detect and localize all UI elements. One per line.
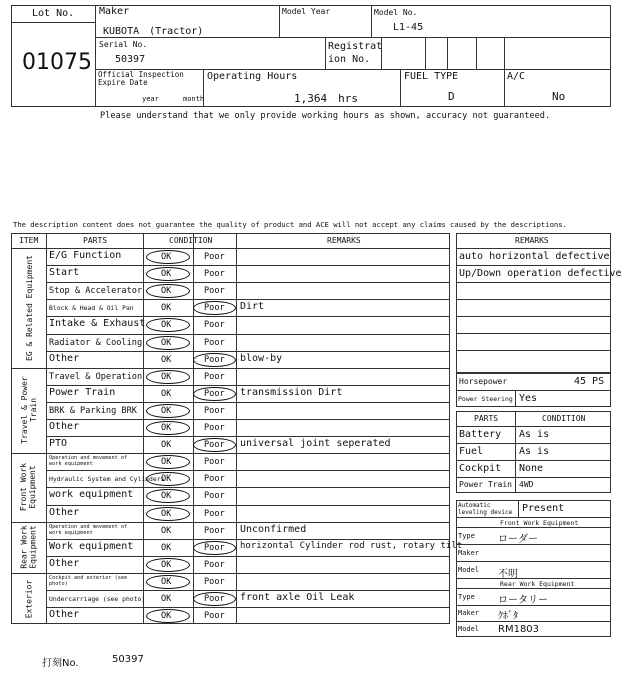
part-name: Radiator & Cooling — [49, 337, 143, 348]
front-work-header: Front Work Equipment — [500, 519, 579, 527]
part-name: Travel & Operation — [49, 371, 143, 382]
serial-value: 50397 — [115, 54, 146, 65]
model-no-value: L1-45 — [393, 22, 424, 33]
part-name: Block & Head & Oil Pan — [49, 304, 134, 313]
poor-label: Poor — [204, 594, 225, 604]
ok-circle-mark — [146, 558, 190, 572]
rear-model-label: Model — [458, 625, 480, 633]
ok-label: OK — [161, 252, 172, 262]
battery-label: Battery — [459, 429, 502, 440]
ok-label: OK — [161, 269, 172, 280]
rear-model-value: RM1803 — [498, 624, 540, 635]
ok-label: OK — [161, 559, 172, 570]
front-maker-label: Maker — [458, 549, 480, 557]
cockpit-label: Cockpit — [459, 463, 502, 474]
header-parts: PARTS — [83, 236, 108, 245]
poor-label: Poor — [204, 457, 225, 468]
part-name: Work equipment — [49, 540, 134, 552]
part-name: Start — [49, 267, 80, 279]
ok-circle-mark — [146, 336, 190, 350]
battery-value: As is — [519, 429, 550, 440]
part-name: Other — [49, 557, 80, 569]
poor-label: Poor — [204, 559, 225, 570]
ok-label: OK — [161, 405, 172, 416]
ok-circle-mark — [146, 575, 190, 589]
ok-circle-mark — [146, 267, 190, 281]
part-name: Operation and movement of work equipment — [49, 455, 128, 468]
row-remark: Dirt — [240, 301, 265, 313]
ok-label: OK — [161, 457, 172, 468]
part-name: Hydraulic System and Cylinders — [49, 475, 165, 484]
poor-label: Poor — [204, 611, 225, 622]
group-label: Exterior — [23, 579, 33, 618]
header-condition: CONDITION — [169, 236, 213, 245]
poor-label: Poor — [204, 440, 225, 451]
ac-label: A/C — [507, 71, 526, 82]
ok-label: OK — [161, 388, 172, 399]
poor-circle-mark — [193, 438, 236, 452]
ok-label: OK — [161, 354, 172, 365]
ok-label: OK — [161, 508, 172, 519]
hours-note: Please understand that we only provide working hours as shown, accuracy not guaranteed. — [100, 111, 551, 121]
fuel-part-value: As is — [519, 446, 550, 457]
ok-label: OK — [161, 286, 172, 297]
ok-label: OK — [161, 320, 172, 331]
hours-label: Operating Hours — [207, 71, 298, 82]
poor-label: Poor — [204, 525, 225, 536]
poor-label: Poor — [204, 423, 225, 433]
part-name: BRK & Parking BRK — [49, 405, 137, 416]
rear-maker-value: ｸﾎﾞﾀ — [498, 611, 518, 622]
ok-label: OK — [161, 303, 172, 314]
front-model-value: 不明 — [498, 569, 518, 580]
header-remarks: REMARKS — [327, 236, 361, 245]
poor-label: Poor — [204, 508, 225, 519]
poor-label: Poor — [204, 286, 225, 297]
maker-label: Maker — [99, 6, 130, 17]
horsepower-value: 45 PS — [574, 376, 605, 387]
fuel-part-label: Fuel — [459, 446, 484, 457]
registration-label: Registrat ion No. — [328, 41, 383, 65]
disclaimer: The description content does not guarantee the quality of product and ACE will not accept any claims caused by the descriptions. — [13, 220, 567, 229]
power-steering-label: Power Steering — [458, 395, 513, 403]
lot-label: Lot No. — [32, 8, 75, 19]
ok-label: OK — [161, 576, 172, 587]
row-remark: Unconfirmed — [240, 523, 307, 535]
poor-label: Poor — [204, 405, 225, 416]
part-name: Power Train — [49, 386, 116, 398]
ok-label: OK — [161, 337, 172, 348]
poor-label: Poor — [204, 252, 225, 262]
condition-header: CONDITION — [542, 414, 586, 423]
poor-label: Poor — [204, 269, 225, 280]
lot-number: 01075 — [22, 50, 92, 75]
month-label: month — [183, 95, 205, 103]
poor-label: Poor — [204, 337, 225, 348]
front-type-label: Type — [458, 532, 475, 540]
row-remark: horizontal Cylinder rod rust, rotary tilt — [240, 540, 463, 551]
serial-label: Serial No. — [99, 40, 148, 49]
part-name: Other — [49, 421, 80, 432]
part-name: Undercarriage (see photo) — [49, 595, 146, 603]
poor-label: Poor — [204, 303, 225, 314]
year-label: year — [142, 95, 159, 103]
fuel-value: D — [448, 90, 455, 103]
poor-label: Poor — [204, 474, 225, 485]
part-name: Intake & Exhaust — [49, 318, 146, 330]
stamp-label: 打刻No. — [42, 658, 79, 669]
group-label: Front Work Equipment — [19, 463, 38, 512]
poor-label: Poor — [204, 320, 225, 331]
part-name: Operation and movement of work equipment — [49, 523, 128, 536]
poor-label: Poor — [204, 371, 225, 382]
rear-type-value: ロータリー — [498, 595, 548, 606]
group-label: Rear Work Equipment — [19, 525, 38, 569]
part-name: Cockpit and exterior (see photo) — [49, 574, 128, 587]
inspection-label: Official Inspection Expire Date — [98, 70, 184, 87]
poor-label: Poor — [204, 354, 225, 365]
ok-label: OK — [161, 371, 172, 382]
ok-label: OK — [161, 423, 172, 433]
auto-leveling-label: Automatic leveling device — [458, 502, 513, 516]
part-name: Other — [49, 352, 80, 364]
poor-label: Poor — [204, 491, 225, 502]
ok-label: OK — [161, 594, 172, 604]
part-name: Other — [49, 506, 80, 518]
horsepower-label: Horsepower — [459, 377, 508, 386]
ok-label: OK — [161, 474, 172, 485]
poor-circle-mark — [193, 541, 236, 555]
auto-leveling-value: Present — [522, 503, 565, 514]
parts-header: PARTS — [474, 414, 499, 423]
ok-label: OK — [161, 491, 172, 502]
right-remark-2: Up/Down operation defective — [459, 268, 622, 279]
right-remarks-header: REMARKS — [515, 236, 549, 245]
model-year-label: Model Year — [282, 7, 331, 16]
model-no-label: Model No. — [374, 8, 418, 17]
poor-label: Poor — [204, 576, 225, 587]
power-train-value: 4WD — [519, 480, 534, 489]
part-name: Other — [49, 609, 80, 621]
rear-maker-label: Maker — [458, 609, 480, 617]
maker-value: KUBOTA (Tractor) — [103, 26, 204, 37]
ok-label: OK — [161, 611, 172, 622]
row-remark: front axle Oil Leak — [240, 592, 355, 603]
row-remark: transmission Dirt — [240, 386, 343, 398]
stamp-value: 50397 — [112, 654, 144, 665]
ok-label: OK — [161, 525, 172, 536]
ok-circle-mark — [146, 507, 190, 521]
poor-label: Poor — [204, 542, 225, 553]
poor-circle-mark — [193, 353, 236, 367]
ac-value: No — [552, 90, 566, 103]
front-type-value: ローダー — [498, 534, 538, 545]
ok-circle-mark — [146, 421, 190, 435]
front-model-label: Model — [458, 566, 480, 574]
part-name: Stop & Accelerator — [49, 286, 143, 297]
right-remark-1: auto horizontal defective — [459, 251, 610, 262]
header-item: ITEM — [19, 236, 39, 245]
fuel-label: FUEL TYPE — [404, 71, 459, 82]
part-name: PTO — [49, 438, 68, 450]
hours-value: 1,364 hrs — [294, 92, 358, 105]
rear-type-label: Type — [458, 593, 475, 601]
ok-circle-mark — [146, 609, 190, 623]
power-steering-value: Yes — [519, 393, 538, 404]
ok-label: OK — [161, 440, 172, 451]
rear-work-header: Rear Work Equipment — [500, 580, 575, 588]
ok-circle-mark — [146, 370, 190, 384]
power-train-label: Power Train — [459, 480, 512, 489]
ok-circle-mark — [146, 250, 190, 264]
poor-circle-mark — [193, 592, 236, 606]
part-name: E/G Function — [49, 250, 122, 261]
poor-circle-mark — [193, 387, 236, 401]
row-remark: universal joint seperated — [240, 438, 391, 450]
ok-label: OK — [161, 542, 172, 553]
poor-label: Poor — [204, 388, 225, 399]
group-label: EG & Related Equipment — [24, 254, 33, 361]
ok-circle-mark — [146, 404, 190, 418]
group-label: Travel & Power Train — [19, 376, 38, 445]
row-remark: blow-by — [240, 352, 283, 364]
cockpit-value: None — [519, 463, 544, 474]
part-name: work equipment — [49, 489, 134, 501]
